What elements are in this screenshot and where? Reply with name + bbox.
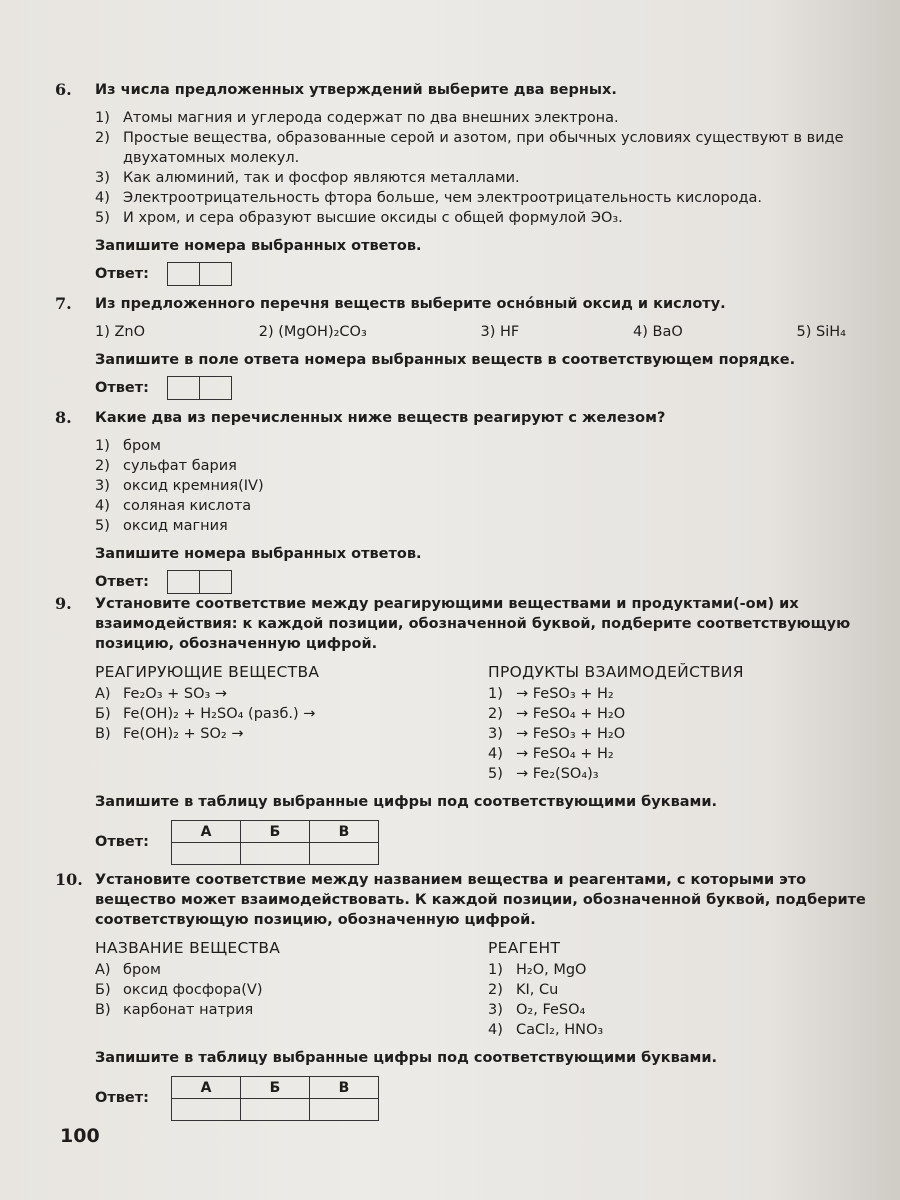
answer-cell[interactable] [310,843,379,865]
left-item: В) карбонат натрия [95,1002,254,1018]
option-item: 5) оксид магния [95,518,228,534]
matching-columns [95,938,886,1040]
right-item: 4) → FeSO₄ + H₂ [488,746,614,762]
option-item: 3) Как алюминий, так и фосфор являются металлами. [95,170,520,186]
question-text: Установите соответствие между реагирующими веществами и продуктами(-ом) их взаимодействия: к каждой позиции, обозначенной буквой, подберите соответствующую позицию, обозначенную цифрой. [95,596,851,652]
matching-columns [95,662,886,784]
option-item: 5) И хром, и сера образуют высшие оксиды с общей формулой ЭО₃. [95,210,623,226]
question-text: Установите соответствие между названием вещества и реагентами, с которыми это вещество может взаимодействовать. К каждой позиции, обозначенной буквой, подберите соответствующую позицию, обозначенную цифрой. [95,872,866,928]
answer-row [95,376,886,400]
answer-row [95,820,886,865]
answer-cell[interactable] [310,1099,379,1121]
right-column [488,938,886,1040]
question-7 [55,294,886,400]
option-item: 1) бром [95,438,161,454]
question-number: 6. [55,80,72,99]
left-item: В) Fe(OH)₂ + SO₂ → [95,726,244,742]
left-column-head: РЕАГИРУЮЩИЕ ВЕЩЕСТВА [95,663,320,681]
answer-label: Ответ: [95,574,149,590]
right-item: 2) KI, Cu [488,982,559,998]
answer-label: Ответ: [95,266,149,282]
question-9 [55,594,886,865]
option-list [95,108,886,228]
instruction: Запишите в таблицу выбранные цифры под соответствующими буквами. [95,794,718,810]
question-8 [55,408,886,594]
right-column [488,662,886,784]
answer-cell[interactable] [199,263,231,285]
question-text: Из предложенного перечня веществ выберите осно́вный оксид и кислоту. [95,296,726,312]
answer-cell[interactable] [199,377,231,399]
answer-cell[interactable] [199,571,231,593]
option-item: 2) Простые вещества, образованные серой и азотом, при обычных условиях существуют в виде двухатомных молекул. [95,130,844,166]
left-item: А) Fe₂O₃ + SO₃ → [95,686,228,702]
question-text: Какие два из перечисленных ниже веществ реагируют с железом? [95,410,666,426]
answer-cell[interactable] [241,843,310,865]
answer-cells [167,570,232,594]
option-item: 2) сульфат бария [95,458,237,474]
answer-column-head: Б [241,821,310,843]
answer-cell[interactable] [168,377,199,399]
answer-column-head: В [310,821,379,843]
option-list [95,322,886,342]
left-column [95,662,488,784]
left-item: А) бром [95,962,161,978]
option-item: 4) соляная кислота [95,498,252,514]
right-item: 3) O₂, FeSO₄ [488,1002,586,1018]
option-list [95,436,886,536]
answer-label: Ответ: [95,1090,149,1106]
answer-column-head: Б [241,1077,310,1099]
answer-table [171,820,379,865]
answer-cell[interactable] [241,1099,310,1121]
answer-column-head: А [172,1077,241,1099]
answer-label: Ответ: [95,380,149,396]
option-item: 3) оксид кремния(IV) [95,478,264,494]
instruction: Запишите в таблицу выбранные цифры под соответствующими буквами. [95,1050,718,1066]
right-column-head: ПРОДУКТЫ ВЗАИМОДЕЙСТВИЯ [488,663,744,681]
answer-row [95,262,886,286]
option-item: 3) HF [480,324,520,340]
answer-cell[interactable] [172,1099,241,1121]
instruction: Запишите в поле ответа номера выбранных веществ в соответствующем порядке. [95,352,796,368]
answer-row [95,570,886,594]
question-number: 9. [55,594,72,613]
answer-table [171,1076,379,1121]
left-column-head: НАЗВАНИЕ ВЕЩЕСТВА [95,939,281,957]
question-number: 8. [55,408,72,427]
question-text: Из числа предложенных утверждений выберите два верных. [95,82,617,98]
answer-row [95,1076,886,1121]
right-item: 1) → FeSO₃ + H₂ [488,686,614,702]
left-item: Б) Fe(OH)₂ + H₂SO₄ (разб.) → [95,706,316,722]
left-item: Б) оксид фосфора(V) [95,982,263,998]
option-item: 1) Атомы магния и углерода содержат по два внешних электрона. [95,110,619,126]
right-item: 4) CaCl₂, HNO₃ [488,1022,604,1038]
question-number: 7. [55,294,72,313]
instruction: Запишите номера выбранных ответов. [95,546,422,562]
option-item: 4) Электроотрицательность фтора больше, чем электроотрицательность кислорода. [95,190,763,206]
answer-column-head: В [310,1077,379,1099]
instruction: Запишите номера выбранных ответов. [95,238,422,254]
right-item: 2) → FeSO₄ + H₂O [488,706,626,722]
answer-cell[interactable] [168,571,199,593]
right-item: 5) → Fe₂(SO₄)₃ [488,766,599,782]
answer-column-head: А [172,821,241,843]
option-item: 5) SiH₄ [796,324,846,340]
answer-cells [167,376,232,400]
question-6 [55,80,886,286]
right-column-head: РЕАГЕНТ [488,939,561,957]
question-number: 10. [55,870,83,889]
answer-label: Ответ: [95,834,149,850]
question-10 [55,870,886,1121]
page-number: 100 [60,1125,100,1147]
answer-cell[interactable] [172,843,241,865]
right-item: 3) → FeSO₃ + H₂O [488,726,626,742]
option-item: 1) ZnO [95,324,146,340]
left-column [95,938,488,1040]
option-item: 2) (MgOH)₂CO₃ [258,324,367,340]
option-item: 4) BaO [633,324,683,340]
answer-cell[interactable] [168,263,199,285]
right-item: 1) H₂O, MgO [488,962,587,978]
answer-cells [167,262,232,286]
